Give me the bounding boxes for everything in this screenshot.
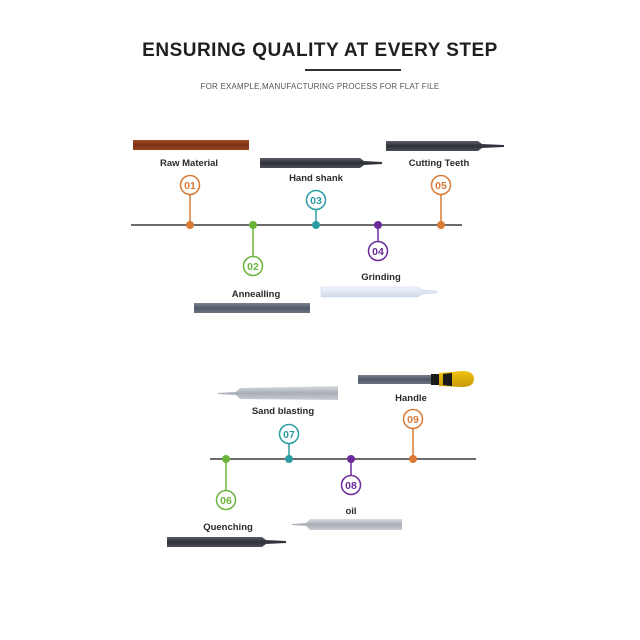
step-number: 02: [247, 261, 259, 273]
step-label: Grinding: [361, 272, 401, 283]
step-02: [194, 221, 310, 313]
timeline-node: [186, 221, 194, 229]
step-label: Raw Material: [159, 158, 219, 169]
timeline-node: [437, 221, 445, 229]
ground-file-image: [321, 287, 437, 297]
step-label: Sand blasting: [251, 406, 315, 417]
step-number: 05: [435, 180, 447, 192]
timeline-node: [285, 455, 293, 463]
handle-ferrule: [431, 374, 439, 385]
step-label: Handle: [395, 393, 427, 404]
step-07: [218, 386, 338, 463]
file-blade-image: [358, 375, 432, 384]
grey-bar-image: [194, 303, 310, 313]
step-08: [292, 455, 402, 530]
step-label: Hand shank: [289, 173, 343, 184]
timeline-node: [312, 221, 320, 229]
file-blank-image: [260, 158, 382, 168]
step-01: [133, 140, 249, 229]
step-label: oil: [345, 506, 357, 517]
step-label: Cutting Teeth: [408, 158, 470, 169]
toothed-file-image: [386, 141, 504, 151]
step-03: [260, 158, 382, 229]
step-number: 06: [220, 495, 232, 507]
quenched-file-image: [167, 537, 286, 547]
step-label: Annealling: [231, 289, 281, 300]
page-title: ENSURING QUALITY AT EVERY STEP: [142, 40, 498, 61]
step-number: 07: [283, 429, 295, 441]
timeline-node: [409, 455, 417, 463]
sandblasted-file-image: [218, 386, 338, 400]
step-label: Quenching: [203, 522, 253, 533]
step-06: [167, 455, 286, 547]
page-subtitle: FOR EXAMPLE,MANUFACTURING PROCESS FOR FLAT FILE: [200, 82, 440, 91]
step-number: 09: [407, 414, 419, 426]
step-number: 08: [345, 480, 357, 492]
step-09: [358, 371, 474, 463]
step-number: 03: [310, 195, 322, 207]
step-05: [386, 141, 504, 229]
step-number: 04: [372, 246, 384, 258]
oiled-file-image: [292, 519, 402, 530]
rusted-bar-image: [133, 140, 249, 150]
step-number: 01: [184, 180, 196, 192]
step-04: [321, 221, 437, 297]
